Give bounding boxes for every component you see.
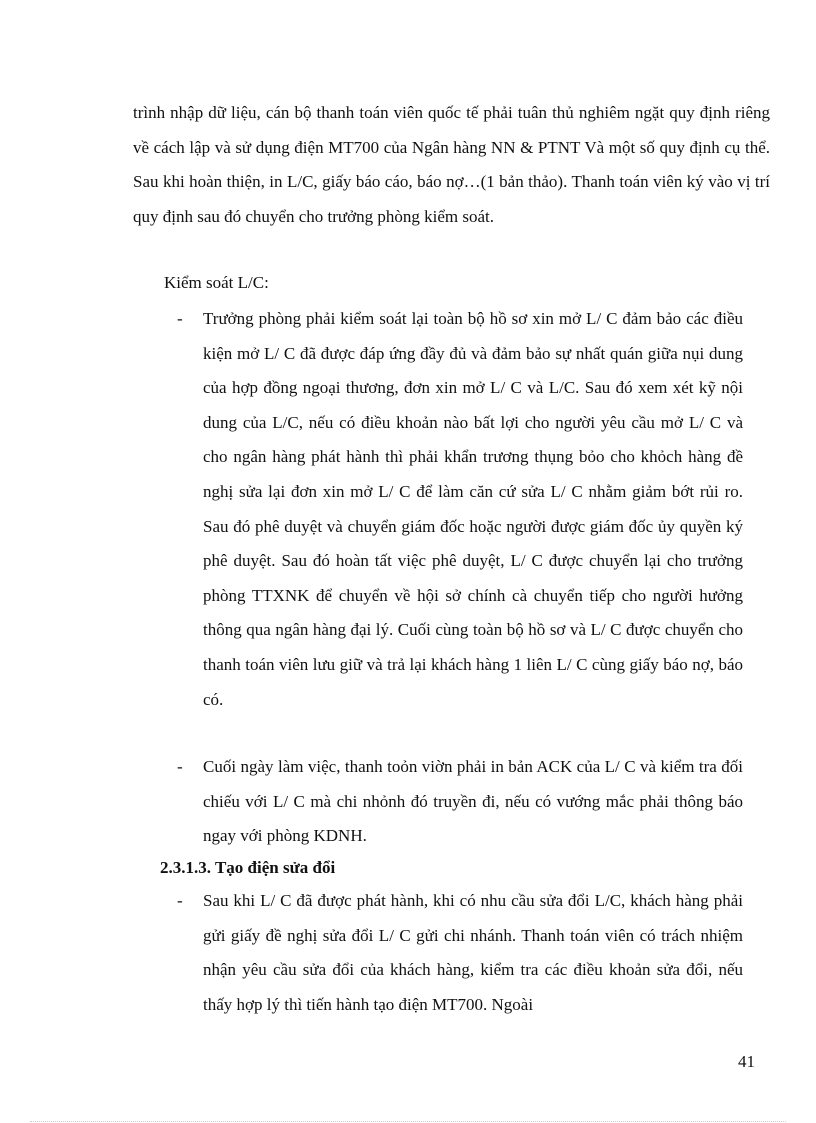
bullet-dash: - <box>177 757 183 776</box>
section-heading: 2.3.1.3. Tạo điện sửa đổi <box>160 858 336 877</box>
page-number: 41 <box>738 1052 755 1071</box>
bullet-item-end-of-day: Cuối ngày làm việc, thanh toỏn viờn phải in bản ACK của L/ C và kiểm tra đối chiếu với L/ C mà chi nhỏnh đó truyền đi, nếu có vướng mắc phải thông báo ngay với phòng KDNH. <box>203 757 743 846</box>
bullet-item-amendment: Sau khi L/ C đã được phát hành, khi có nhu cầu sửa đổi L/C, khách hàng phải gửi giấy đề nghị sửa đổi L/ C gửi chi nhánh. Thanh toán viên có trách nhiệm nhận yêu cầu sửa đổi của khách hàng, kiểm tra các điều khoản sửa đổi, nếu thấy hợp lý thì tiến hành tạo điện MT700. Ngoài <box>203 891 743 1014</box>
bullet-dash: - <box>177 891 183 910</box>
bullet-item-review: Trưởng phòng phải kiểm soát lại toàn bộ hồ sơ xin mở L/ C đảm bảo các điều kiện mở L/ C đã được đáp ứng đầy đủ và đảm bảo sự nhất quán giữa nụi dung của hợp đồng ngoại thương, đơn xin mở L/ C và L/C. Sau đó xem xét kỹ nội dung của L/C, nếu có điều khoản nào bất lợi cho người yêu cầu mở L/ C và cho ngân hàng phát hành thì phải khẩn trương thụng bỏo cho khỏch hàng đề nghị sửa lại đơn xin mở L/ C để làm căn cứ sửa L/ C nhằm giảm bớt rủi ro. Sau đó phê duyệt và chuyển giám đốc hoặc người được giám đốc ủy quyền ký phê duyệt. Sau đó hoàn tất việc phê duyệt, L/ C được chuyển lại cho trưởng phòng TTXNK để chuyển về hội sở chính cà chuyển tiếp cho người hưởng thông qua ngân hàng đại lý. Cuối cùng toàn bộ hồ sơ và L/ C được chuyển cho thanh toán viên lưu giữ và trả lại khách hàng 1 liên L/ C cùng giấy báo nợ, báo có. <box>203 309 743 709</box>
bullet-dash: - <box>177 309 183 328</box>
intro-paragraph <box>133 96 770 234</box>
section-label: Kiểm soát L/C: <box>164 273 269 292</box>
intro-text: trình nhập dữ liệu, cán bộ thanh toán viên quốc tế phải tuân thủ nghiêm ngặt quy định riêng về cách lập và sử dụng điện MT700 của Ngân hàng NN & PTNT Và một số quy định cụ thể. Sau khi hoàn thiện, in L/C, giấy báo cáo, báo nợ…(1 bản thảo). Thanh toán viên ký vào vị trí quy định sau đó chuyển cho trưởng phòng kiểm soát. <box>133 103 770 226</box>
footer-divider <box>30 1121 786 1122</box>
